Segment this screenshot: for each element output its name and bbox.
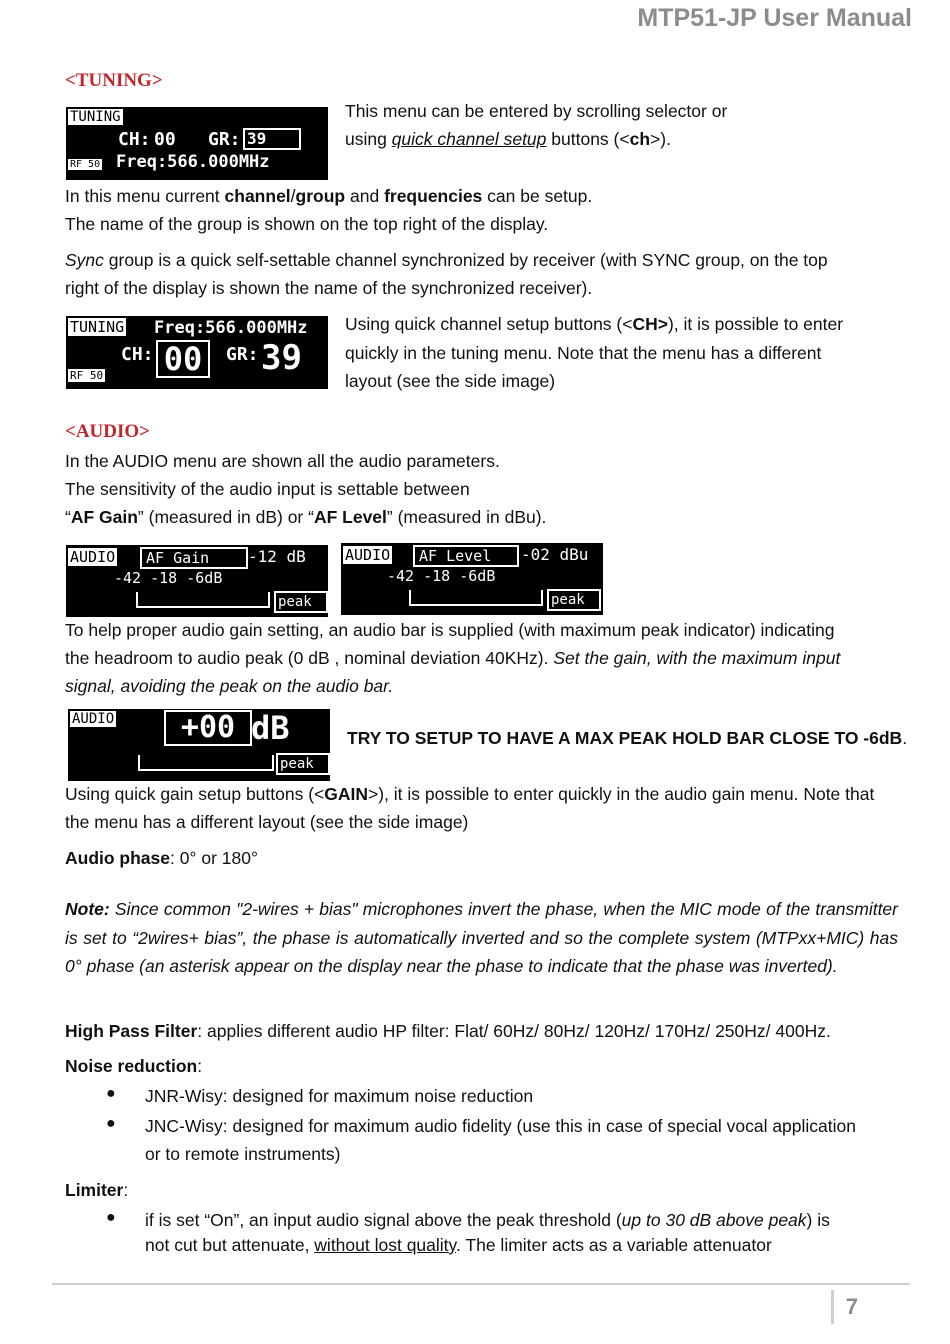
text: >). xyxy=(650,129,671,149)
lcd-ch-label: CH: xyxy=(118,129,151,150)
lcd-peak-indicator: peak xyxy=(274,591,328,613)
lcd-rf-badge: RF 50 xyxy=(70,369,104,382)
audio-high-pass-filter xyxy=(65,1017,831,1045)
lcd-audio-bar xyxy=(409,590,543,606)
lcd-gr-value: 39 xyxy=(243,128,301,150)
audio-gain-lcd-screen xyxy=(66,545,328,617)
text: : xyxy=(123,1180,129,1200)
tuning-para-2: The name of the group is shown on the top right of the display. xyxy=(65,214,549,234)
text: up to 30 dB above peak xyxy=(621,1210,807,1230)
bullet-icon: ● xyxy=(106,1115,116,1132)
text: AF Gain xyxy=(70,507,138,527)
lcd-param-name: AF Gain xyxy=(140,547,248,569)
lcd-title: AUDIO xyxy=(72,711,115,727)
tuning-quick-line1 xyxy=(345,310,843,338)
lcd-gain-unit: dB xyxy=(251,709,290,747)
noise-reduction-item-jnc-line1: JNC-Wisy: designed for maximum audio fidelity (use this in case of special vocal application xyxy=(145,1116,856,1136)
text: : 0° or 180° xyxy=(170,848,258,868)
page-number: 7 xyxy=(831,1290,858,1324)
text: In this menu current xyxy=(65,186,225,206)
text: Set the gain, with the maximum input xyxy=(553,648,841,668)
text: Sync xyxy=(65,250,104,270)
text: if is set “On”, an input audio signal above the peak threshold ( xyxy=(145,1210,622,1230)
lcd-frequency: Freq:566.000MHz xyxy=(154,318,308,338)
audio-noise-reduction-label xyxy=(65,1052,202,1080)
tuning-quick-line2: quickly in the tuning menu. Note that the menu has a different xyxy=(345,343,822,363)
lcd-title: TUNING xyxy=(70,109,121,125)
text: Limiter xyxy=(65,1180,124,1200)
audio-quick-gain-lcd-screen xyxy=(68,709,330,781)
audio-help-line3 xyxy=(65,672,393,700)
text: Audio phase xyxy=(65,848,171,868)
lcd-ch-value: 00 xyxy=(156,340,210,378)
audio-try-setup-note xyxy=(347,724,907,752)
lcd-param-value: -12 dB xyxy=(248,547,306,566)
audio-line3 xyxy=(65,503,546,531)
lcd-audio-bar xyxy=(138,755,274,771)
audio-heading: <AUDIO> xyxy=(65,421,150,442)
lcd-gr-label: GR: xyxy=(226,344,259,365)
audio-help-line1: To help proper audio gain setting, an audio bar is supplied (with maximum peak indicator) indicating xyxy=(65,620,835,640)
text: not cut but attenuate, xyxy=(145,1235,315,1255)
text: “ xyxy=(65,507,71,527)
tuning-sync-line1 xyxy=(65,246,828,274)
bullet-icon: ● xyxy=(106,1209,116,1226)
quick-channel-setup-link: quick channel setup xyxy=(391,129,547,149)
document-header-title: MTP51-JP User Manual xyxy=(637,4,912,32)
audio-line1: In the AUDIO menu are shown all the audio parameters. xyxy=(65,451,500,471)
audio-gain-line1 xyxy=(65,780,874,808)
text: Since common "2-wires + bias" microphones invert the phase, when the MIC mode of the transmitter is set to “2wires+ bias”, the phase is automatically inverted and so the complete system (MTPxx+MIC) has 0° phase (an asterisk appear on the display near the phase to indicate that the phase was inverted). xyxy=(65,899,898,977)
audio-phase xyxy=(65,844,258,872)
lcd-param-value: -02 dBu xyxy=(521,545,589,564)
text: can be setup. xyxy=(482,186,593,206)
lcd-scale: -42 -18 -6dB xyxy=(114,569,223,587)
lcd-scale: -42 -18 -6dB xyxy=(387,567,496,585)
noise-reduction-item-jnc-line2: or to remote instruments) xyxy=(145,1144,341,1164)
lcd-frequency: Freq:566.000MHz xyxy=(116,152,270,172)
lcd-title: TUNING xyxy=(70,318,125,336)
text: Note: xyxy=(65,899,110,919)
limiter-line2 xyxy=(145,1231,772,1259)
text: ch xyxy=(629,129,651,149)
lcd-ch-label: CH: xyxy=(121,344,154,365)
tuning-sync-line2: right of the display is shown the name of the synchronized receiver). xyxy=(65,278,593,298)
lcd-peak-indicator: peak xyxy=(547,589,601,611)
tuning-quick-lcd-screen xyxy=(66,316,328,389)
text: frequencies xyxy=(384,186,483,206)
tuning-quick-line3: layout (see the side image) xyxy=(345,371,556,391)
text: CH> xyxy=(632,314,668,334)
lcd-ch-value: 00 xyxy=(154,129,176,150)
tuning-para-1 xyxy=(65,182,592,210)
lcd-gr-value: 39 xyxy=(261,338,302,378)
text: AF Level xyxy=(313,507,387,527)
text: ” (measured in dB) or “ xyxy=(137,507,314,527)
tuning-intro-line2 xyxy=(345,125,671,153)
text: Noise reduction xyxy=(65,1056,198,1076)
limiter-line1 xyxy=(145,1206,830,1234)
bullet-icon: ● xyxy=(106,1085,116,1102)
audio-help-line2 xyxy=(65,644,840,672)
text: : xyxy=(197,1056,203,1076)
tuning-heading: <TUNING> xyxy=(65,70,163,91)
text: signal, avoiding the peak on the audio bar. xyxy=(65,676,394,696)
text: GAIN xyxy=(324,784,369,804)
text: channel xyxy=(224,186,291,206)
lcd-audio-bar xyxy=(136,592,270,608)
lcd-gain-value: +00 xyxy=(164,710,252,746)
lcd-title: AUDIO xyxy=(70,548,116,566)
text: / xyxy=(290,186,296,206)
text: ” (measured in dBu). xyxy=(386,507,547,527)
tuning-intro-line1: This menu can be entered by scrolling selector or xyxy=(345,101,728,121)
audio-level-lcd-screen xyxy=(341,543,603,615)
noise-reduction-item-jnr: JNR-Wisy: designed for maximum noise reduction xyxy=(145,1086,534,1106)
lcd-param-name: AF Level xyxy=(413,545,519,567)
audio-limiter-label xyxy=(65,1176,128,1204)
text: group is a quick self-settable channel synchronized by receiver (with SYNC group, on the top xyxy=(103,250,828,270)
text: the headroom to audio peak (0 dB , nominal deviation 40KHz). xyxy=(65,648,554,668)
audio-phase-note xyxy=(65,895,898,981)
lcd-title: AUDIO xyxy=(345,546,391,564)
text: TRY TO SETUP TO HAVE A MAX PEAK HOLD BAR CLOSE TO -6dB xyxy=(347,728,903,748)
text: Using quick channel setup buttons (< xyxy=(345,314,633,334)
text: High Pass Filter xyxy=(65,1021,198,1041)
audio-line2: The sensitivity of the audio input is settable between xyxy=(65,479,470,499)
text: ) is xyxy=(806,1210,830,1230)
lcd-peak-indicator: peak xyxy=(276,753,330,775)
text: group xyxy=(295,186,346,206)
text: and xyxy=(345,186,385,206)
text: Using quick gain setup buttons (< xyxy=(65,784,325,804)
audio-gain-line2: the menu has a different layout (see the side image) xyxy=(65,812,469,832)
footer-divider xyxy=(52,1283,910,1285)
text: . The limiter acts as a variable attenuator xyxy=(456,1235,772,1255)
text: buttons (< xyxy=(546,129,630,149)
text: using xyxy=(345,129,392,149)
text: : applies different audio HP filter: Flat/ 60Hz/ 80Hz/ 120Hz/ 170Hz/ 250Hz/ 400Hz. xyxy=(197,1021,831,1041)
tuning-lcd-screen xyxy=(66,107,328,180)
text: >), it is possible to enter quickly in the audio gain menu. Note that xyxy=(368,784,875,804)
text: ), it is possible to enter xyxy=(667,314,844,334)
lcd-gr-label: GR: xyxy=(208,129,241,150)
lcd-rf-badge: RF 50 xyxy=(70,159,101,170)
text: . xyxy=(902,728,908,748)
text: without lost quality xyxy=(314,1235,456,1255)
